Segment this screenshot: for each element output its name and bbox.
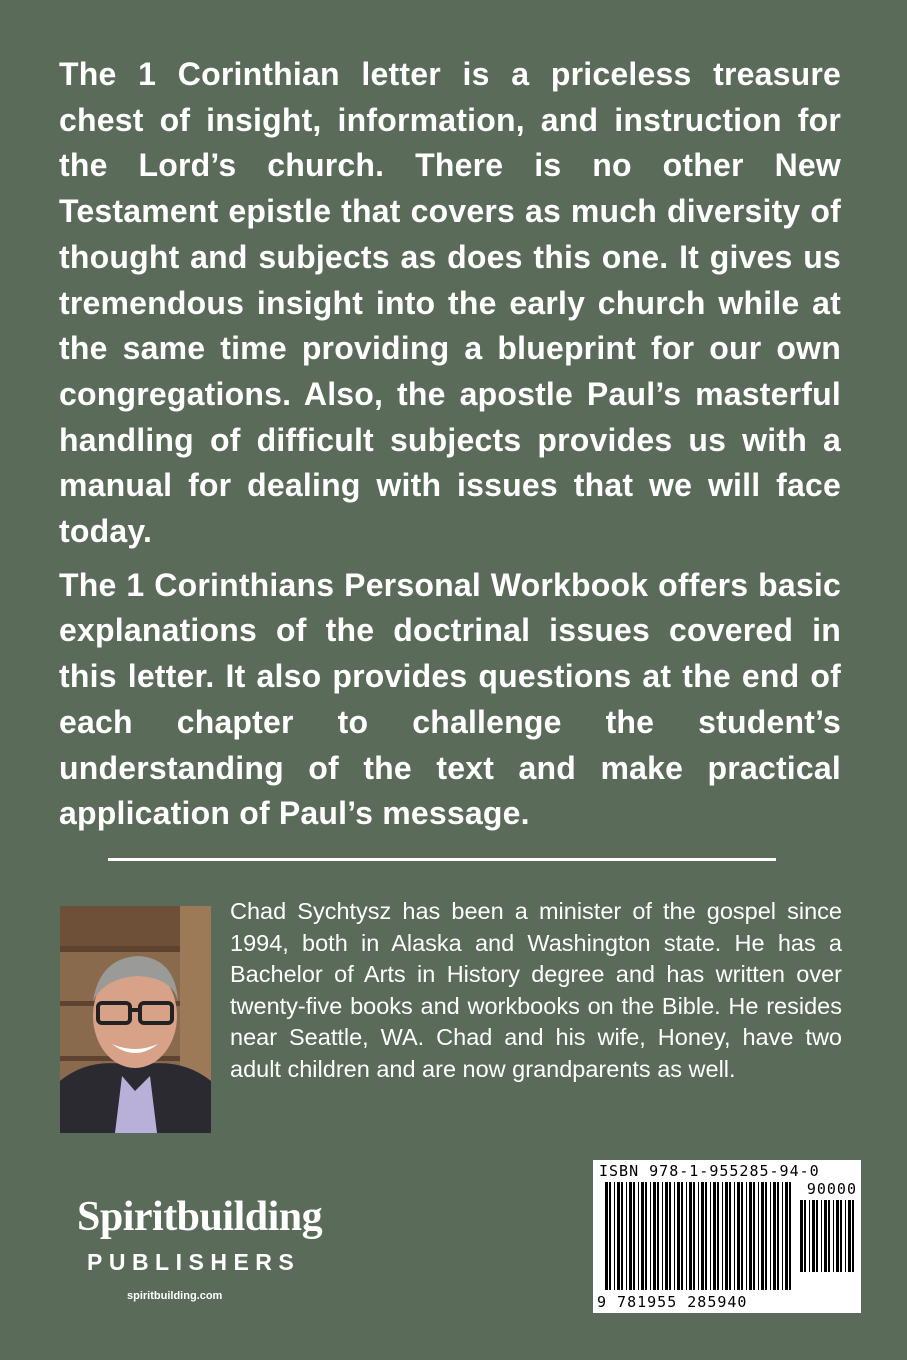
barcode-bar (689, 1182, 692, 1290)
barcode-bar (789, 1182, 791, 1290)
barcode-bar (836, 1200, 839, 1272)
barcode-bar (617, 1182, 620, 1290)
barcode-bar (782, 1182, 783, 1290)
isbn-barcode (593, 1160, 861, 1313)
barcode-bar (800, 1200, 803, 1272)
barcode-bar (662, 1182, 663, 1290)
barcode-bar (621, 1182, 623, 1290)
barcode-bar (633, 1182, 635, 1290)
barcode-bar (657, 1182, 659, 1290)
author-photo (60, 906, 211, 1133)
barcode-bar (698, 1182, 699, 1290)
barcode-bar (741, 1182, 743, 1290)
barcode-bar (816, 1200, 818, 1272)
barcode-bar (705, 1182, 707, 1290)
barcode-bar (605, 1182, 608, 1290)
barcode-bar (812, 1200, 815, 1272)
barcode-bar (761, 1182, 764, 1290)
barcode-bar (804, 1200, 806, 1272)
barcode-bar (638, 1182, 639, 1290)
barcode-bar (629, 1182, 632, 1290)
barcode-bar (833, 1200, 834, 1272)
barcode-bar (650, 1182, 651, 1290)
barcode-bar (677, 1182, 680, 1290)
barcode-bar (722, 1182, 723, 1290)
barcode-bar (734, 1182, 735, 1290)
barcode-bar (674, 1182, 675, 1290)
barcode-bars (603, 1182, 793, 1292)
barcode-bar (686, 1182, 687, 1290)
barcode-bar (713, 1182, 716, 1290)
publisher-logo (77, 1193, 347, 1302)
barcode-bar (848, 1200, 851, 1272)
barcode-bar (852, 1200, 854, 1272)
price-code: 90000 (806, 1180, 857, 1198)
barcode-bar (609, 1182, 611, 1290)
barcode-bar (746, 1182, 747, 1290)
isbn-text: ISBN 978-1-955285-94-0 (599, 1162, 820, 1180)
barcode-bar (701, 1182, 704, 1290)
barcode-bar (824, 1200, 827, 1272)
barcode-bar (840, 1200, 842, 1272)
barcode-bar (809, 1200, 810, 1272)
barcode-bar (737, 1182, 740, 1290)
barcode-bar (626, 1182, 627, 1290)
barcode-bar (665, 1182, 668, 1290)
barcode-bar (773, 1182, 776, 1290)
divider-rule (108, 858, 776, 861)
publisher-name: Spiritbuilding (77, 1194, 323, 1240)
author-portrait-image (60, 906, 211, 1133)
barcode-bar (645, 1182, 647, 1290)
barcode-bar (753, 1182, 755, 1290)
back-cover-blurb (59, 52, 841, 845)
barcode-bar (669, 1182, 671, 1290)
barcode-bar (693, 1182, 695, 1290)
barcode-bar (710, 1182, 711, 1290)
blurb-paragraph-1: The 1 Corinthian letter is a priceless treasure chest of insight, information, and instruction for the Lord’s church. There is no other New Testament epistle that covers as much diversity of thought and subjects as does this one. It gives us tremendous insight into the early church while at the same time providing a blueprint for our own congregations. Also, the apostle Paul’s masterful handling of difficult subjects provides us with a manual for dealing with issues that we will face today. (59, 56, 841, 550)
barcode-bar (845, 1200, 846, 1272)
barcode-bar (770, 1182, 771, 1290)
barcode-bar (729, 1182, 731, 1290)
ean-digits: 9 781955 285940 (597, 1293, 748, 1311)
author-bio: Chad Sychtysz has been a minister of the gospel since 1994, both in Alaska and Washington state. He has a Bachelor of Arts in History degree and has written over twenty-five books and workbooks on the Bible. He resides near Seattle, WA. Chad and his wife, Honey, have two adult children and are now grandparents as well. (230, 898, 842, 1082)
barcode-bar (614, 1182, 615, 1290)
barcode-bar (717, 1182, 719, 1290)
barcode-bar (758, 1182, 759, 1290)
barcode-bar (749, 1182, 752, 1290)
barcode-addon-bars (798, 1200, 856, 1272)
publisher-url: spiritbuilding.com (127, 1290, 223, 1302)
barcode-bar (777, 1182, 779, 1290)
barcode-bar (785, 1182, 788, 1290)
barcode-bar (653, 1182, 656, 1290)
publisher-subtitle: PUBLISHERS (87, 1249, 301, 1275)
barcode-bar (821, 1200, 822, 1272)
barcode-bar (765, 1182, 767, 1290)
barcode-bar (725, 1182, 728, 1290)
barcode-bar (641, 1182, 644, 1290)
barcode-bar (681, 1182, 683, 1290)
blurb-paragraph-2: The 1 Corinthians Personal Workbook offers basic explanations of the doctrinal issues covered in this letter. It also provides questions at the end of each chapter to challenge the student’s understanding of the text and make practical application of Paul’s message. (59, 566, 841, 832)
barcode-bar (828, 1200, 830, 1272)
